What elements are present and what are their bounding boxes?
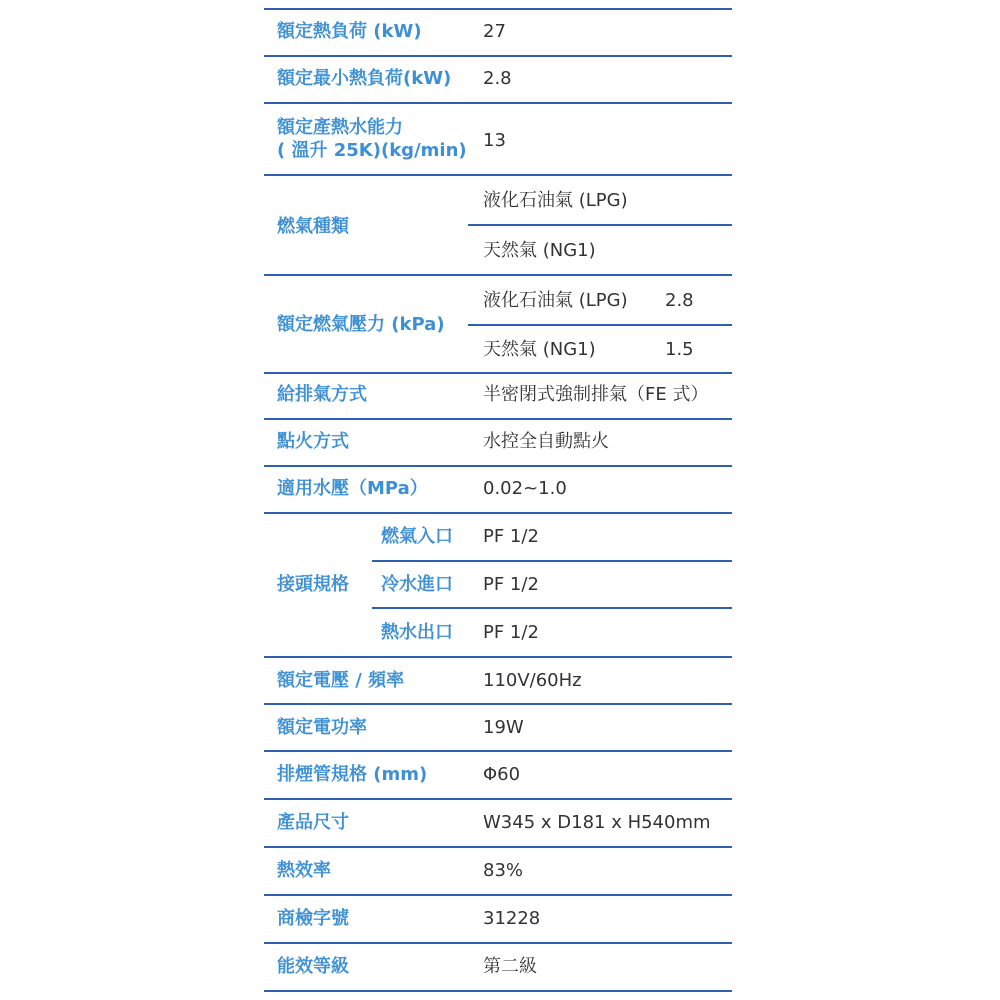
hot-water-capacity-label-sub: ( 溫升 25K)(kg/min) — [277, 140, 467, 161]
hot-outlet-value: PF 1/2 — [483, 622, 539, 643]
power-label: 額定電功率 — [277, 717, 367, 738]
gas-inlet-label: 燃氣入口 — [381, 526, 453, 547]
row-divider — [264, 703, 732, 705]
efficiency-label: 熱效率 — [277, 860, 331, 881]
gas-type-label: 燃氣種類 — [277, 216, 349, 237]
hot-water-capacity-value: 13 — [483, 130, 506, 151]
heat-load-label: 額定熱負荷 (kW) — [277, 21, 422, 42]
heat-load-value: 27 — [483, 21, 506, 42]
gas-pressure-ng1: 天然氣 (NG1) — [483, 339, 596, 360]
efficiency-value: 83% — [483, 860, 524, 881]
dimensions-label: 產品尺寸 — [277, 812, 349, 833]
row-divider — [264, 55, 732, 57]
energy-grade-label: 能效等級 — [277, 956, 349, 977]
row-divider — [264, 894, 732, 896]
power-value: 19W — [483, 717, 524, 738]
row-divider — [372, 607, 732, 609]
gas-pressure-lpg-value: 2.8 — [665, 290, 694, 311]
gas-pressure-lpg: 液化石油氣 (LPG) — [483, 290, 628, 311]
row-divider — [264, 465, 732, 467]
row-divider — [264, 102, 732, 104]
flue-pipe-value: Φ60 — [483, 764, 521, 785]
row-divider — [264, 798, 732, 800]
gas-pressure-ng1-value: 1.5 — [665, 339, 694, 360]
row-divider — [264, 372, 732, 374]
row-divider — [468, 224, 732, 226]
min-heat-load-value: 2.8 — [483, 68, 512, 89]
inspection-no-label: 商檢字號 — [277, 908, 349, 929]
hot-outlet-label: 熱水出口 — [381, 622, 453, 643]
gas-pressure-label: 額定燃氣壓力 (kPa) — [277, 314, 445, 335]
cold-inlet-label: 冷水進口 — [381, 574, 453, 595]
exhaust-method-value: 半密閉式強制排氣（FE 式） — [483, 384, 709, 405]
row-divider — [264, 750, 732, 752]
gas-type-ng1: 天然氣 (NG1) — [483, 240, 596, 261]
ignition-method-label: 點火方式 — [277, 431, 349, 452]
row-divider — [468, 324, 732, 326]
water-pressure-value: 0.02~1.0 — [483, 478, 567, 499]
energy-grade-value: 第二級 — [483, 956, 537, 977]
row-divider — [264, 656, 732, 658]
row-divider — [264, 846, 732, 848]
row-divider — [264, 942, 732, 944]
flue-pipe-label: 排煙管規格 (mm) — [277, 764, 428, 785]
dimensions-value: W345 x D181 x H540mm — [483, 812, 711, 833]
inspection-no-value: 31228 — [483, 908, 541, 929]
connector-label: 接頭規格 — [277, 574, 349, 595]
ignition-method-value: 水控全自動點火 — [483, 431, 609, 452]
row-divider — [264, 8, 732, 10]
row-divider — [264, 512, 732, 514]
cold-inlet-value: PF 1/2 — [483, 574, 539, 595]
row-divider — [264, 990, 732, 992]
voltage-label: 額定電壓 / 頻率 — [277, 670, 405, 691]
row-divider — [264, 274, 732, 276]
row-divider — [372, 560, 732, 562]
min-heat-load-label: 額定最小熱負荷(kW) — [277, 68, 452, 89]
water-pressure-label: 適用水壓（MPa） — [277, 478, 428, 499]
gas-type-lpg: 液化石油氣 (LPG) — [483, 190, 628, 211]
row-divider — [264, 418, 732, 420]
row-divider — [264, 174, 732, 176]
hot-water-capacity-label: 額定產熱水能力 — [277, 117, 403, 138]
exhaust-method-label: 給排氣方式 — [277, 384, 367, 405]
voltage-value: 110V/60Hz — [483, 670, 582, 691]
gas-inlet-value: PF 1/2 — [483, 526, 539, 547]
